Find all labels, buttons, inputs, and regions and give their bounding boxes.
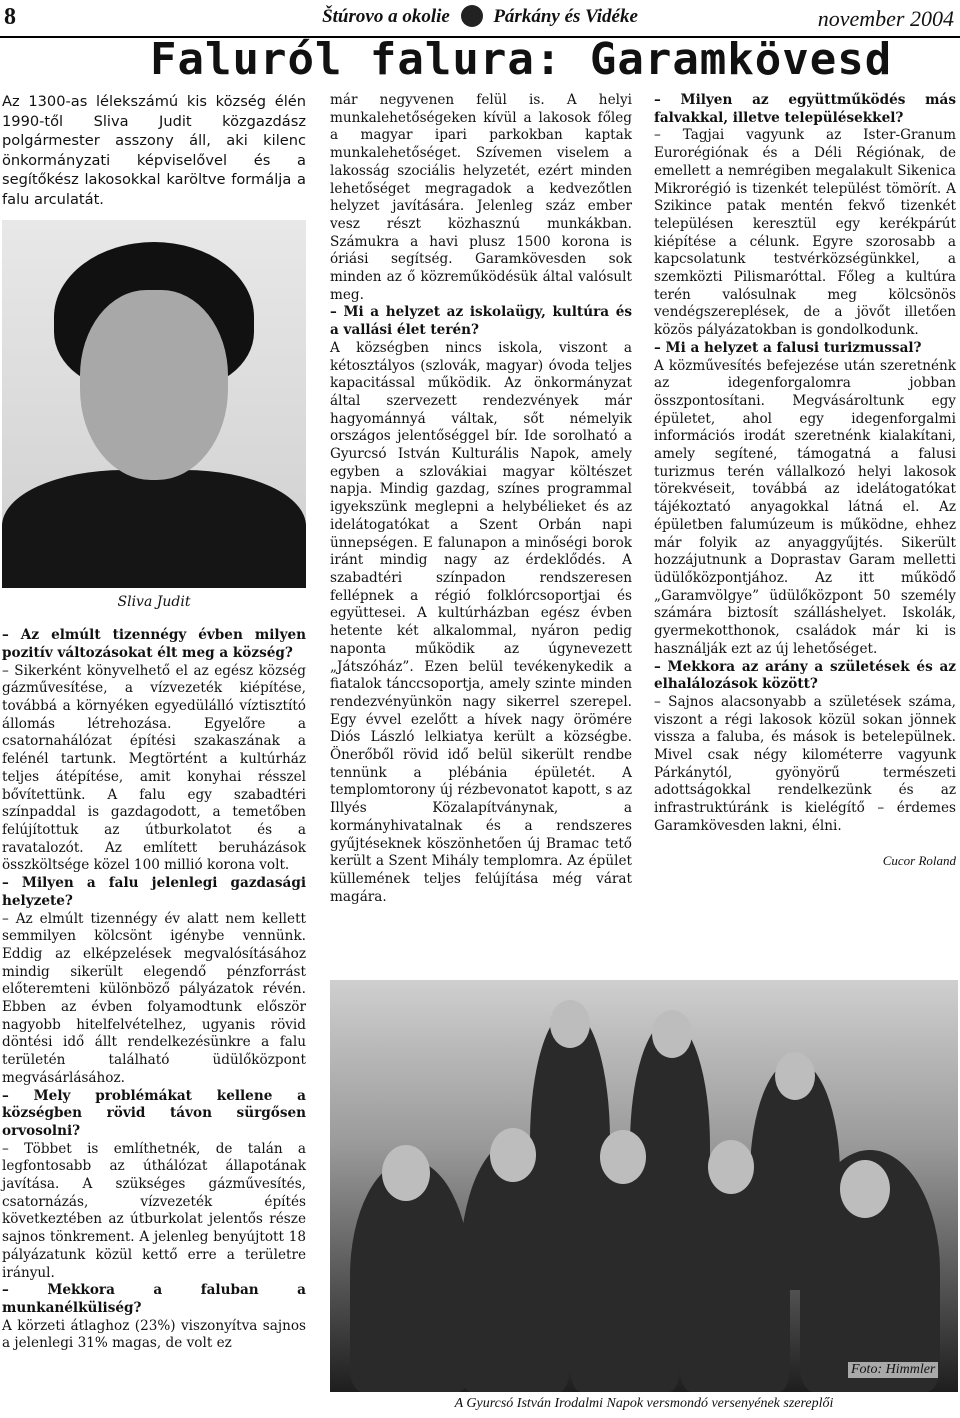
interview-answer: – Tagjai vagyunk az Ister-Granum Eurorégiónak és a Déli Régiónak, de emellett a nemrégiben megalakult Sikenica Mikrorégió is tizenkét települést tömörít. A Szikince patak mentén fekvő tizenkét településen keresztül egy kerékpárút kiépítése a célunk. Egyre szorosabb a kapcsolatunk testvérközségünkkel, a szemközti Pilismaróttal. Főleg a kultúra terén valósulnak meg kölcsönös vendégszereplések, de a jövőt illetően közös pályázatokban is gondolkodunk. (654, 127, 956, 339)
interview-question: – Mi a helyzet az iskolaügy, kultúra és a vallási élet terén? (330, 304, 632, 339)
column-2-text (330, 92, 632, 906)
masthead (300, 6, 660, 29)
page-number: 8 (4, 4, 16, 30)
photo-credit: Foto: Himmler (848, 1362, 938, 1378)
interview-question: – Mekkora a faluban a munkanélküliség? (2, 1282, 306, 1316)
interview-answer: – Sajnos alacsonyabb a születések száma, viszont a régi lakosok közül sokan jönnek vissza a faluba, és mások is betelepülnek. Mivel csak négy kilométerre vagyunk Párkánytól, gyönyörű természeti adottságokkal rendelkezünk és az infrastruktúránk is kielégítő – érdemes Garamkövesden lakni, élni. (654, 693, 956, 834)
masthead-right: Párkány és Vidéke (493, 6, 638, 27)
column-3 (654, 92, 956, 869)
issue-date: november 2004 (817, 6, 954, 31)
coat-of-arms-icon (461, 5, 483, 27)
interview-answer: már negyvenen felül is. A helyi munkalehetőségeken kívül a lakosok főleg a magyar ipari parkokban kaptak munkalehetőséget. Szívemen viselem a lakosság szociális helyzetét, ezért minden lehetőséget megragadok a kedvezőtlen helyzet javítására. Jelenleg száz ember vesz részt közhasznú munkákban. Számukra a havi plusz 1500 korona is óriási segítség. Garamkövesden sok minden az ő közreműködésük által valósult meg. (330, 92, 632, 303)
page-header (0, 0, 960, 38)
column-2 (330, 92, 632, 906)
interview-question: – Az elmúlt tizennégy évben milyen pozitív változásokat élt meg a község? (2, 627, 306, 661)
column-1 (2, 92, 306, 1353)
portrait-photo (2, 220, 306, 588)
interview-answer: A közművesítés befejezése után szeretnénk az idegenforgalomra jobban összpontosítani. Megvásároltunk egy épületet, ahol egy idegenforgalmi információs irodát szeretnénk kialakítani, amely segítené, támogatná a falusi turizmus terén vállalkozó helyi lakosok törekvéseit, továbbá az idelátogatókat tájékoztató anyagokkal látná el. Az épületben falumúzeum is működne, ehhez már folyik az anyaggyűjtés. Sikerült hozzájutnunk a Doprastav Garam melletti üdülőközpontjához. Az itt működő „Garamvölgye” üdülőközpont 50 személy számára biztosít szálláshelyet. Iskolák, gyermekotthonok, családok már ki is használják ezt az új lehetőséget. (654, 357, 956, 657)
interview-answer: A községben nincs iskola, viszont a kétosztályos (szlovák, magyar) óvoda teljes kapacitással működik. Az önkormányzat által szervezett rendezvények már hagyománnyá váltak, sőt némelyik országos jelentőséggel bír. Ide sorolható a Gyurcsó István Kulturális Napok, amely egyben a szlovákiai magyar költészet napja. Mindig gazdag, színes programmal igyekszünk meglepni a helybélieket és az idelátogatókat a Szent Orbán napi ünnepségen. E falunapon a minőségi borok iránt mindig nagy az érdeklődés. A szabadtéri színpadon rendszeresen fellépnek a régió folklórcsoportjai és együttesei. A kultúrházban egész évben hetente két alkalommal, nyáron pedig naponta működik az úgynevezett „Játszóház”. Ezen belül tevékenykedik a fiatalok tánccsoportja, amely szinte minden rendezvényünkön nagy sikerrel szerepel. Egy évvel ezelőtt a hívek nagy örömére Diós László lelkiatya került a községbe. Önerőből rövid idő belül sikerült rendbe tennünk a plébánia épületét. A templomtorony új rézbevonatot kapott, s az Illyés Közalapítványnak, a kormányhivatalnak és a rendszeres gyűjtéseknek köszönhetően új Bramac tető került a Szent Mihály templomra. Az épület küllemének teljes felújítása még várat magára. (330, 339, 632, 905)
interview-question: – Mely problémákat kellene a községben rövid távon sürgősen orvosolni? (2, 1087, 306, 1139)
portrait-caption: Sliva Judit (117, 593, 191, 610)
interview-answer: – Sikerként könyvelhető el az egész község gázművesítése, a vízvezeték kiépítése, továbbá a környéken egyedülálló víztisztító állomás létrehozása. Egyelőre a csatornahálózat építési szakaszának a felénél tartunk. Megtörtént a kultúrház teljes átépítése, amit konyhai résszel bővítettünk. A falu egy szabadtéri színpaddal is gazdagodott, a temetőben felújítottuk az útburkolatot és a ravatalozót. Az említett beruházások összköltsége közel 100 millió korona volt. (2, 662, 306, 874)
interview-question: – Milyen a falu jelenlegi gazdasági helyzete? (2, 875, 306, 909)
article-headline: Faluról falura: Garamkövesd (150, 34, 893, 85)
group-photo (330, 980, 958, 1392)
column-1-text (2, 627, 306, 1353)
author-signature: Cucor Roland (882, 852, 956, 868)
group-photo-caption: A Gyurcsó István Irodalmi Napok versmondó versenyének szereplői (454, 1396, 834, 1411)
interview-answer: – Többet is említhetnék, de talán a legfontosabb az úthálózat állapotának javítása. A szükséges gázművesítés, csatornázás, vízvezeték építés következtében az útburkolat jelentős része sajnos tönkrement. A jelenleg benyújtott 18 pályázatunk közül kettő erre a területre irányul. (2, 1140, 306, 1281)
interview-answer: A körzeti átlaghoz (23%) viszonyítva sajnos a jelenlegi 31% magas, de volt ez (2, 1317, 306, 1352)
interview-question: – Mi a helyzet a falusi turizmussal? (654, 339, 922, 356)
interview-question: – Milyen az együttműködés más falvakkal, illetve településekkel? (654, 92, 956, 126)
column-3-text (654, 92, 956, 836)
masthead-left: Štúrovo a okolie (322, 6, 450, 27)
interview-answer: – Az elmúlt tizennégy év alatt nem kellett semmilyen kölcsönt igénybe vennünk. Eddig az elképzelések megvalósításához mindig sikerült elegendő pénzforrást előteremteni különböző pályázatok révén. Ebben az évben folyamodtunk először nagyobb hitelfelvételhez, ugyanis rövid döntési idő állt rendelkezésünkre a falu területén található üdülőközpont megvásárlásához. (2, 910, 306, 1086)
article-lead: Az 1300-as lélekszámú kis község élén 1990-től Sliva Judit közgazdász polgármester asszony áll, aki kilenc önkormányzati képviselővel és a segítőkész lakosokkal karöltve formálja a falu arculatát. (2, 93, 306, 208)
interview-question: – Mekkora az arány a születések és az elhalálozások között? (654, 658, 956, 693)
